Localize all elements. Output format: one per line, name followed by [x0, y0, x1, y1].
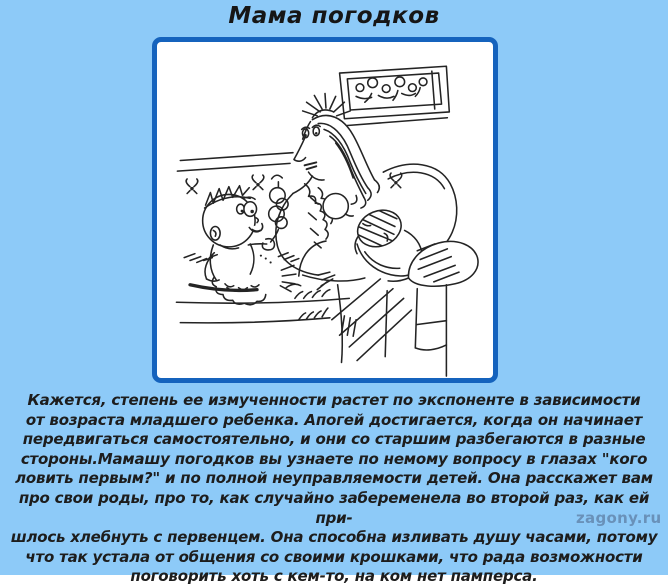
caption-line: поговорить хоть с кем-то, на ком нет памперса.	[130, 567, 538, 586]
toddler-figure	[203, 186, 296, 305]
mother-figure	[276, 93, 379, 289]
caption-line: от возраста младшего ребенка. Апогей достигается, когда он начинает	[25, 410, 643, 429]
caption-line: ловить первым?" и по полной неуправляемости детей. Она расскажет вам	[15, 469, 653, 488]
caption	[0, 391, 668, 587]
caption-line: передвигаться самостоятельно, и они со старшим разбегаются в разные	[22, 430, 646, 449]
caption-line: что так устала от общения со своими крошками, что рада возможности	[25, 547, 643, 566]
caption-line: про свои роды, про то, как случайно забеременела во второй раз, как ей при-	[18, 488, 650, 527]
sofa-seat	[176, 253, 349, 323]
armchair	[383, 164, 478, 376]
fly-icon	[252, 175, 264, 190]
caption-line: шлось хлебнуть с первенцем. Она способна изливать душу часами, потому	[10, 528, 658, 547]
page-title: Мама погодков	[228, 3, 440, 29]
wall-picture	[340, 66, 450, 125]
corkscrew	[269, 175, 288, 242]
fly-icon	[186, 179, 198, 194]
watermark: zagony.ru	[576, 509, 662, 527]
cartoon-illustration	[157, 42, 493, 378]
skirt-drapery	[286, 279, 411, 363]
caption-line: Кажется, степень ее измученности растет по экспоненте в зависимости	[27, 391, 641, 409]
illustration-frame	[152, 37, 498, 383]
wall-lines	[177, 153, 293, 171]
caption-line: стороны.Мамашу погодков вы узнаете по немому вопросу в глазах "кого	[20, 449, 648, 468]
